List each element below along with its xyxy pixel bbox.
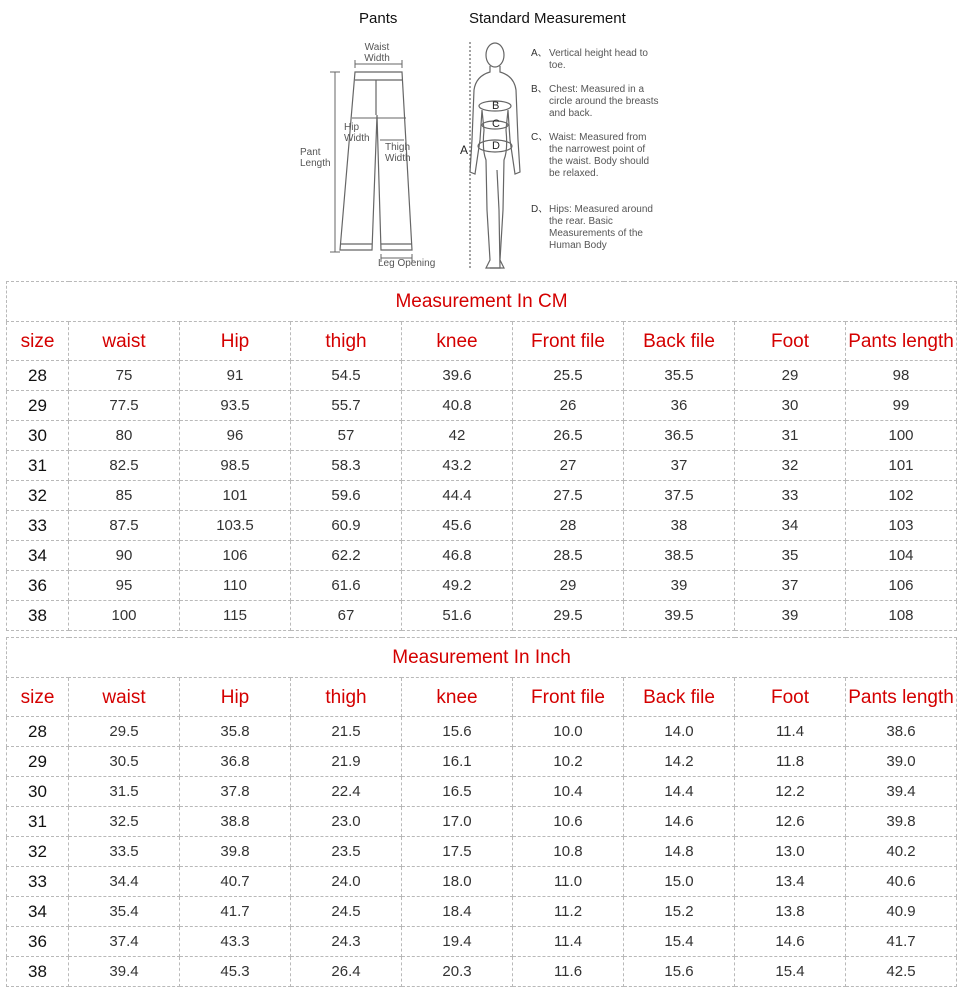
header-row xyxy=(7,322,957,361)
table-cell: 29 xyxy=(735,361,846,391)
table-cell: 39 xyxy=(735,601,846,631)
table-cell: 10.8 xyxy=(513,837,624,867)
column-header: waist xyxy=(69,322,180,361)
table-cell: 38.6 xyxy=(846,717,957,747)
table-cell: 102 xyxy=(846,481,957,511)
table-cell: 82.5 xyxy=(69,451,180,481)
table-cell: 14.0 xyxy=(624,717,735,747)
note-d xyxy=(531,204,659,252)
table-cell: 43.2 xyxy=(402,451,513,481)
human-figure-illustration xyxy=(470,42,520,268)
table-cell: 16.5 xyxy=(402,777,513,807)
cm-size-table xyxy=(6,281,957,631)
size-cell: 34 xyxy=(7,897,69,927)
table-cell: 15.2 xyxy=(624,897,735,927)
table-cell: 33 xyxy=(735,481,846,511)
table-cell: 85 xyxy=(69,481,180,511)
waist-width-label: Waist Width xyxy=(364,42,390,64)
table-cell: 31.5 xyxy=(69,777,180,807)
table-cell: 98 xyxy=(846,361,957,391)
table-cell: 37.5 xyxy=(624,481,735,511)
table-cell: 59.6 xyxy=(291,481,402,511)
table-cell: 18.0 xyxy=(402,867,513,897)
table-cell: 32 xyxy=(735,451,846,481)
table-cell: 43.3 xyxy=(180,927,291,957)
table-row xyxy=(7,927,957,957)
table-cell: 36.8 xyxy=(180,747,291,777)
table-cell: 38.5 xyxy=(624,541,735,571)
note-a-key: A、 xyxy=(531,48,548,59)
table-cell: 39.0 xyxy=(846,747,957,777)
table-cell: 115 xyxy=(180,601,291,631)
table-cell: 13.8 xyxy=(735,897,846,927)
table-cell: 55.7 xyxy=(291,391,402,421)
column-header: knee xyxy=(402,678,513,717)
table-cell: 106 xyxy=(180,541,291,571)
size-cell: 29 xyxy=(7,747,69,777)
table-cell: 15.0 xyxy=(624,867,735,897)
table-cell: 13.4 xyxy=(735,867,846,897)
column-header: Back file xyxy=(624,322,735,361)
column-header: thigh xyxy=(291,678,402,717)
table-cell: 44.4 xyxy=(402,481,513,511)
table-cell: 37.8 xyxy=(180,777,291,807)
table-cell: 104 xyxy=(846,541,957,571)
note-c xyxy=(531,132,659,180)
table-cell: 19.4 xyxy=(402,927,513,957)
table-cell: 11.4 xyxy=(513,927,624,957)
table-cell: 15.6 xyxy=(402,717,513,747)
size-cell: 33 xyxy=(7,867,69,897)
table-cell: 27 xyxy=(513,451,624,481)
table-cell: 61.6 xyxy=(291,571,402,601)
table-cell: 39.6 xyxy=(402,361,513,391)
cm-table-title: Measurement In CM xyxy=(7,282,957,322)
table-cell: 11.4 xyxy=(735,717,846,747)
pant-length-label: Pant Length xyxy=(300,147,331,169)
table-cell: 91 xyxy=(180,361,291,391)
column-header: Front file xyxy=(513,678,624,717)
inch-size-table xyxy=(6,637,957,987)
table-row xyxy=(7,391,957,421)
column-header: Foot xyxy=(735,678,846,717)
table-cell: 29.5 xyxy=(513,601,624,631)
table-cell: 33.5 xyxy=(69,837,180,867)
table-row xyxy=(7,421,957,451)
table-cell: 30 xyxy=(735,391,846,421)
column-header: Foot xyxy=(735,322,846,361)
table-cell: 38.8 xyxy=(180,807,291,837)
size-cell: 36 xyxy=(7,571,69,601)
table-cell: 30.5 xyxy=(69,747,180,777)
table-row xyxy=(7,807,957,837)
column-header: thigh xyxy=(291,322,402,361)
table-cell: 51.6 xyxy=(402,601,513,631)
column-header: Pants length xyxy=(846,322,957,361)
table-cell: 14.2 xyxy=(624,747,735,777)
size-cell: 28 xyxy=(7,361,69,391)
table-cell: 46.8 xyxy=(402,541,513,571)
table-cell: 40.7 xyxy=(180,867,291,897)
table-cell: 98.5 xyxy=(180,451,291,481)
table-cell: 35.8 xyxy=(180,717,291,747)
table-cell: 39 xyxy=(624,571,735,601)
table-cell: 110 xyxy=(180,571,291,601)
table-cell: 40.8 xyxy=(402,391,513,421)
table-cell: 103 xyxy=(846,511,957,541)
table-row xyxy=(7,957,957,987)
table-cell: 12.2 xyxy=(735,777,846,807)
size-cell: 34 xyxy=(7,541,69,571)
size-cell: 29 xyxy=(7,391,69,421)
table-cell: 38 xyxy=(624,511,735,541)
table-cell: 25.5 xyxy=(513,361,624,391)
table-cell: 108 xyxy=(846,601,957,631)
table-cell: 40.2 xyxy=(846,837,957,867)
table-cell: 42.5 xyxy=(846,957,957,987)
table-cell: 99 xyxy=(846,391,957,421)
diagram-drawing xyxy=(0,0,962,280)
column-header: waist xyxy=(69,678,180,717)
column-header: Hip xyxy=(180,322,291,361)
column-header: size xyxy=(7,322,69,361)
table-cell: 10.0 xyxy=(513,717,624,747)
table-cell: 26 xyxy=(513,391,624,421)
table-cell: 17.0 xyxy=(402,807,513,837)
note-b xyxy=(531,84,659,120)
table-cell: 80 xyxy=(69,421,180,451)
size-cell: 38 xyxy=(7,601,69,631)
note-d-text: Hips: Measured around the rear. Basic Measurements of the Human Body xyxy=(549,204,653,251)
table-cell: 29 xyxy=(513,571,624,601)
thigh-width-label: Thigh Width xyxy=(385,142,411,164)
body-letter-a: A xyxy=(460,143,469,157)
table-cell: 37.4 xyxy=(69,927,180,957)
table-cell: 26.5 xyxy=(513,421,624,451)
table-cell: 101 xyxy=(846,451,957,481)
table-cell: 60.9 xyxy=(291,511,402,541)
hip-width-label: Hip Width xyxy=(344,122,370,144)
table-cell: 103.5 xyxy=(180,511,291,541)
table-cell: 54.5 xyxy=(291,361,402,391)
column-header: Back file xyxy=(624,678,735,717)
inch-title-row xyxy=(7,638,957,678)
table-cell: 15.4 xyxy=(735,957,846,987)
table-cell: 24.5 xyxy=(291,897,402,927)
table-cell: 101 xyxy=(180,481,291,511)
table-cell: 21.9 xyxy=(291,747,402,777)
table-row xyxy=(7,571,957,601)
table-row xyxy=(7,897,957,927)
table-row xyxy=(7,601,957,631)
table-row xyxy=(7,777,957,807)
table-cell: 75 xyxy=(69,361,180,391)
column-header: Pants length xyxy=(846,678,957,717)
size-cell: 30 xyxy=(7,777,69,807)
body-letter-c: C xyxy=(492,118,500,130)
table-cell: 27.5 xyxy=(513,481,624,511)
header-row xyxy=(7,678,957,717)
note-a xyxy=(531,48,659,72)
table-cell: 35.4 xyxy=(69,897,180,927)
table-cell: 90 xyxy=(69,541,180,571)
table-cell: 96 xyxy=(180,421,291,451)
note-d-key: D、 xyxy=(531,204,549,215)
size-cell: 30 xyxy=(7,421,69,451)
table-row xyxy=(7,717,957,747)
table-cell: 28 xyxy=(513,511,624,541)
table-cell: 45.6 xyxy=(402,511,513,541)
table-cell: 23.5 xyxy=(291,837,402,867)
note-c-key: C、 xyxy=(531,132,549,143)
table-cell: 39.5 xyxy=(624,601,735,631)
table-cell: 15.6 xyxy=(624,957,735,987)
table-cell: 41.7 xyxy=(846,927,957,957)
cm-title-row xyxy=(7,282,957,322)
table-row xyxy=(7,837,957,867)
size-cell: 36 xyxy=(7,927,69,957)
table-cell: 95 xyxy=(69,571,180,601)
table-row xyxy=(7,361,957,391)
column-header: Front file xyxy=(513,322,624,361)
table-cell: 15.4 xyxy=(624,927,735,957)
body-letter-d: D xyxy=(492,140,500,152)
table-cell: 14.4 xyxy=(624,777,735,807)
table-cell: 49.2 xyxy=(402,571,513,601)
table-cell: 42 xyxy=(402,421,513,451)
table-cell: 67 xyxy=(291,601,402,631)
table-cell: 100 xyxy=(846,421,957,451)
size-cell: 31 xyxy=(7,807,69,837)
table-cell: 24.3 xyxy=(291,927,402,957)
table-cell: 34.4 xyxy=(69,867,180,897)
table-row xyxy=(7,481,957,511)
table-cell: 87.5 xyxy=(69,511,180,541)
table-row xyxy=(7,867,957,897)
table-cell: 35.5 xyxy=(624,361,735,391)
table-cell: 13.0 xyxy=(735,837,846,867)
table-cell: 22.4 xyxy=(291,777,402,807)
table-cell: 24.0 xyxy=(291,867,402,897)
table-cell: 14.6 xyxy=(735,927,846,957)
table-row xyxy=(7,511,957,541)
table-cell: 39.4 xyxy=(69,957,180,987)
table-cell: 45.3 xyxy=(180,957,291,987)
table-cell: 34 xyxy=(735,511,846,541)
table-cell: 10.4 xyxy=(513,777,624,807)
table-cell: 28.5 xyxy=(513,541,624,571)
table-row xyxy=(7,541,957,571)
table-cell: 41.7 xyxy=(180,897,291,927)
table-cell: 106 xyxy=(846,571,957,601)
table-cell: 100 xyxy=(69,601,180,631)
note-c-text: Waist: Measured from the narrowest point of the waist. Body should be relaxed. xyxy=(549,132,650,179)
table-cell: 39.8 xyxy=(180,837,291,867)
table-cell: 12.6 xyxy=(735,807,846,837)
table-cell: 16.1 xyxy=(402,747,513,777)
size-cell: 38 xyxy=(7,957,69,987)
table-cell: 93.5 xyxy=(180,391,291,421)
size-cell: 32 xyxy=(7,837,69,867)
table-cell: 31 xyxy=(735,421,846,451)
size-cell: 32 xyxy=(7,481,69,511)
table-cell: 37 xyxy=(735,571,846,601)
pants-title: Pants xyxy=(359,10,398,27)
table-row xyxy=(7,451,957,481)
table-cell: 23.0 xyxy=(291,807,402,837)
body-letter-b: B xyxy=(492,100,500,112)
note-b-text: Chest: Measured in a circle around the breasts and back. xyxy=(549,84,659,119)
table-cell: 10.6 xyxy=(513,807,624,837)
table-cell: 26.4 xyxy=(291,957,402,987)
table-cell: 17.5 xyxy=(402,837,513,867)
table-cell: 20.3 xyxy=(402,957,513,987)
table-cell: 10.2 xyxy=(513,747,624,777)
table-cell: 58.3 xyxy=(291,451,402,481)
table-cell: 77.5 xyxy=(69,391,180,421)
table-cell: 29.5 xyxy=(69,717,180,747)
note-b-key: B、 xyxy=(531,84,548,95)
size-cell: 28 xyxy=(7,717,69,747)
table-cell: 14.6 xyxy=(624,807,735,837)
table-cell: 57 xyxy=(291,421,402,451)
table-cell: 40.9 xyxy=(846,897,957,927)
table-cell: 11.0 xyxy=(513,867,624,897)
leg-opening-label: Leg Opening xyxy=(378,258,436,269)
table-cell: 62.2 xyxy=(291,541,402,571)
table-cell: 39.8 xyxy=(846,807,957,837)
table-cell: 36.5 xyxy=(624,421,735,451)
table-cell: 40.6 xyxy=(846,867,957,897)
table-cell: 36 xyxy=(624,391,735,421)
column-header: knee xyxy=(402,322,513,361)
table-cell: 21.5 xyxy=(291,717,402,747)
column-header: size xyxy=(7,678,69,717)
table-cell: 14.8 xyxy=(624,837,735,867)
note-a-text: Vertical height head to toe. xyxy=(549,48,648,71)
table-cell: 37 xyxy=(624,451,735,481)
table-cell: 11.8 xyxy=(735,747,846,777)
table-cell: 18.4 xyxy=(402,897,513,927)
table-row xyxy=(7,747,957,777)
standard-measurement-title: Standard Measurement xyxy=(469,10,626,27)
table-cell: 39.4 xyxy=(846,777,957,807)
size-cell: 31 xyxy=(7,451,69,481)
measurement-diagram xyxy=(0,0,962,280)
table-cell: 35 xyxy=(735,541,846,571)
column-header: Hip xyxy=(180,678,291,717)
inch-table-title: Measurement In Inch xyxy=(7,638,957,678)
table-cell: 11.2 xyxy=(513,897,624,927)
table-cell: 32.5 xyxy=(69,807,180,837)
table-cell: 11.6 xyxy=(513,957,624,987)
size-cell: 33 xyxy=(7,511,69,541)
